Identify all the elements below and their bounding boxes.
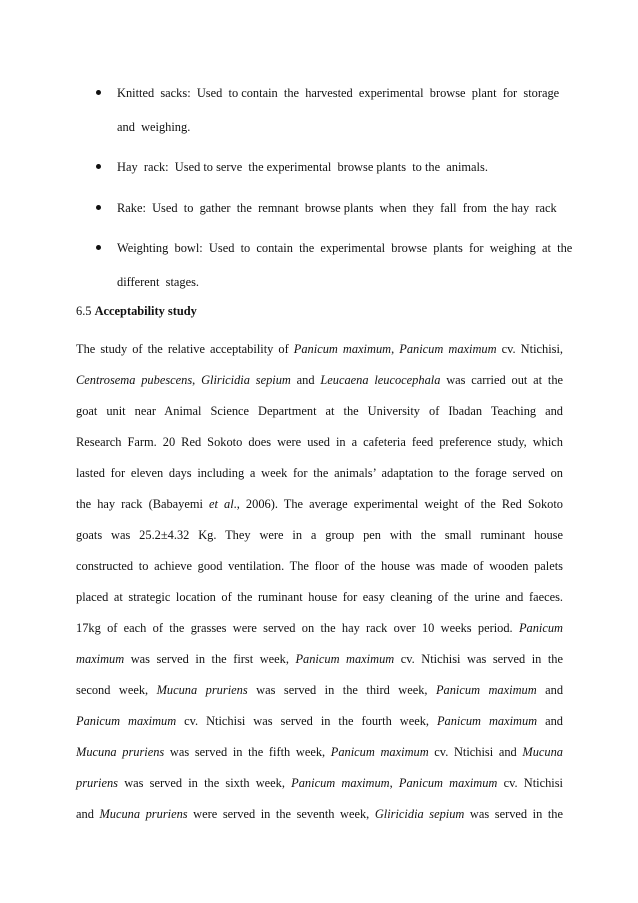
text-run: Research Farm. 20 Red Sokoto does were used in a cafeteria feed preference study, which [76,435,563,449]
text-run: cv. Ntichisi [497,776,563,790]
italic-term: Gliricidia sepium [201,373,291,387]
paragraph-line [76,365,563,396]
paragraph-line [76,675,563,706]
italic-term: et al [209,497,234,511]
italic-term: Panicum maximum [291,776,390,790]
text-run: and [537,714,563,728]
italic-term: maximum [76,652,125,666]
text-run: , [192,373,202,387]
italic-term: Panicum maximum [435,683,537,697]
text-run: second week, [76,683,157,697]
paragraph-line [76,427,563,458]
text-run: goats was 25.2±4.32 Kg. They were in a group pen with the small ruminant house [76,528,563,542]
text-run: constructed to achieve good ventilation. The floor of the house was made of wooden palets [76,559,563,573]
paragraph-line [76,737,563,768]
text-run: was served in the fifth week, [164,745,331,759]
italic-term: Mucuna pruriens [99,807,188,821]
bullet-item [93,191,563,225]
text-run: and [290,373,321,387]
paragraph-line [76,551,563,582]
italic-term: Panicum maximum [76,714,177,728]
italic-term: Panicum maximum [436,714,538,728]
paragraph-line [76,396,563,427]
paragraph-line [76,644,563,675]
text-run: the hay rack (Babayemi [76,497,209,511]
bullet-item [93,150,563,184]
section-heading [76,296,566,326]
paragraph-line [76,613,563,644]
italic-term: Panicum maximum [398,776,498,790]
text-run: cv. Ntichisi, [496,342,564,356]
text-run: ., 2006). The average experimental weight of the Red Sokoto [233,497,563,511]
text-run: was served in the sixth week, [118,776,292,790]
text-run: , [391,342,400,356]
paragraph-line [76,489,563,520]
section-number: 6.5 [76,304,92,318]
bullet-item [93,231,573,299]
text-run: , [389,776,399,790]
italic-term: Panicum maximum [330,745,429,759]
bullet-text-line: Rake: Used to gather the remnant browse plants when they fall from the hay rack [117,200,557,215]
italic-term: Panicum maximum [293,342,392,356]
text-run: 17kg of each of the grasses were served on the hay rack over 10 weeks period. [76,621,519,635]
text-run: and [76,807,100,821]
text-run: goat unit near Animal Science Department at the University of Ibadan Teaching and [76,404,563,418]
italic-term: Mucuna pruriens [76,745,165,759]
text-run: was served in the [464,807,563,821]
text-run: and [536,683,564,697]
text-run: cv. Ntichisi was served in the [394,652,563,666]
text-run: was served in the third week, [247,683,436,697]
bullet-text-line: and weighing. [117,120,191,135]
italic-term: Leucaena leucocephala [320,373,441,387]
italic-term: pruriens [76,776,118,790]
bullet-text-line: Weighting bowl: Used to contain the experimental browse plants for weighing at the [117,240,573,255]
bullet-item [93,76,563,144]
text-run: lasted for eleven days including a week for the animals’ adaptation to the forage served on [76,466,563,480]
text-run: was carried out at the [440,373,564,387]
bullet-text-line: Knitted sacks: Used to contain the harvested experimental browse plant for storage [117,86,560,100]
text-run: The study of the relative acceptability of [76,342,294,356]
section-body-paragraph [76,334,563,830]
paragraph-line [76,706,563,737]
text-run: placed at strategic location of the ruminant house for easy cleaning of the urine and faeces. [76,590,563,604]
italic-term: Centrosema pubescens [76,373,193,387]
text-run: cv. Ntichisi was served in the fourth week, [176,714,437,728]
italic-term: Gliricidia sepium [374,807,465,821]
paragraph-line [76,582,563,613]
bullet-text-line: Hay rack: Used to serve the experimental browse plants to the animals. [117,160,488,175]
paragraph-line [76,334,563,365]
paragraph-line [76,520,563,551]
italic-term: Mucuna [522,745,563,759]
paragraph-line [76,768,563,799]
equipment-bullet-list [93,76,573,305]
paragraph-line [76,458,563,489]
bullet-text-line: different stages. [117,275,200,290]
italic-term: Panicum maximum [399,342,497,356]
text-run: cv. Ntichisi and [428,745,523,759]
italic-term: Panicum maximum [295,652,395,666]
text-run: were served in the seventh week, [187,807,375,821]
paragraph-line [76,799,563,830]
italic-term: Panicum [518,621,563,635]
section-title: Acceptability study [94,304,197,318]
italic-term: Mucuna pruriens [156,683,248,697]
text-run: was served in the first week, [124,652,296,666]
